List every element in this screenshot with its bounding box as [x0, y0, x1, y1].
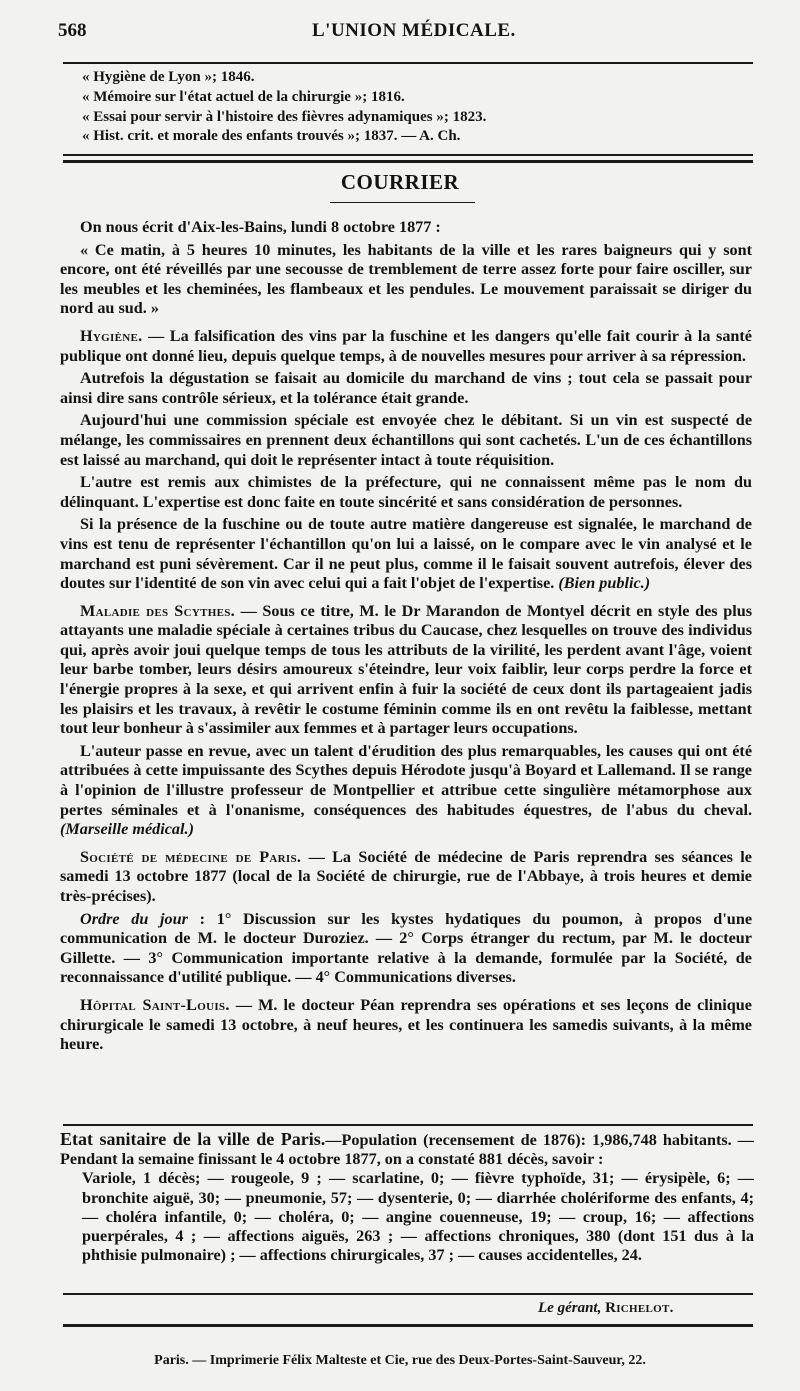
societe-text: — La Société de médecine de Paris reprendra ses séances le samedi 13 octobre 1877 (local de la Société de chirurgie, rue de l'Abbaye, à trois heures et demie très-précises).: [60, 847, 752, 905]
journal-title: L'UNION MÉDICALE.: [312, 20, 516, 41]
article-body: [60, 218, 752, 1058]
hygiene-paragraph: [60, 327, 752, 366]
section-rule-top: [63, 154, 753, 156]
hygiene-source: (Bien public.): [558, 574, 651, 593]
hygiene-paragraph-2: Autrefois la dégustation se faisait au domicile du marchand de vins ; tout cela se passait pour ainsi dire sans contrôle sérieux, et la tolérance était grande.: [60, 369, 752, 407]
header-rule: [63, 62, 753, 64]
scythes-paragraph: [60, 602, 752, 739]
etat-intro: [60, 1130, 754, 1169]
etat-items: Variole, 1 décès; — rougeole, 9 ; — scarlatine, 0; — fièvre typhoïde, 31; — érysipèle, 6; — bronchite aiguë, 30; — pneumonie, 57; — dysenterie, 0; — diarrhée cholériforme des enfants, 4; — choléra infantile, 0; — choléra, 0; — angine couenneuse, 19; — croup, 16; — affections puerpérales, 4 ; — affections aiguës, 263 ; — affections chroniques, 380 (dont 151 dus à la phthisie pulmonaire) ; — affections chirurgicales, 37 ; — causes accidentelles, 24.: [82, 1169, 754, 1265]
scythes-text: — Sous ce titre, M. le Dr Marandon de Montyel décrit en style des plus attayants une maladie spéciale à certaines tribus du Caucase, chez lesquelles on trouve des individus qui, après avoir joui quelque temps de tous les attributs de la virilité, les perdent avant l'âge, voient leur barbe tomber, leurs désirs amoureux s'éteindre, leur voix faiblir, leur corps perdre la force et l'énergie propres à la sexe, et qui arrivent enfin à fuir la société de ceux dont ils partageaient jadis les plaisirs et les travaux, à revêtir le costume féminin comme ils en ont revêtu la faiblesse, mettant tout leur bonheur à s'assimiler aux femmes et à partager leurs occupations.: [60, 601, 752, 738]
aix-intro: On nous écrit d'Aix-les-Bains, lundi 8 octobre 1877 :: [80, 218, 441, 236]
aix-quote: « Ce matin, à 5 heures 10 minutes, les habitants de la ville et les rares baigneurs qui y sont encore, ont été réveillés par une secousse de tremblement de terre assez forte pour faire osciller, sur les meubles et les cheminées, les flambeaux et les pendules. Le mouvement paraissait se diriger du nord au sud. »: [60, 240, 752, 318]
hopital-label: Hôpital Saint-Louis.: [80, 995, 230, 1014]
section-rule-bottom: [63, 160, 753, 163]
footer-rule-bottom: [63, 1324, 753, 1327]
scythes-text-2: L'auteur passe en revue, avec un talent d'érudition des plus remarquables, les causes qui ont été attribuées à cette impuissante des Scythes depuis Hérodote jusqu'à Boyard et Lallemand. Il se range à l'opinion de l'illustre professeur de Montpellier et attribue cette singulière métamorphose aux pertes séminales et à l'onanisme, conséquences des habitudes équestres, de l'abus du cheval.: [60, 741, 752, 819]
reference-list: [82, 68, 742, 147]
gerant-name: Richelot.: [605, 1300, 674, 1316]
societe-label: Société de médecine de Paris.: [80, 847, 302, 866]
section-heading: COURRIER: [340, 170, 460, 194]
hopital-paragraph: [60, 996, 752, 1055]
gerant-signature: [538, 1300, 674, 1317]
societe-paragraph: [60, 848, 752, 907]
hygiene-paragraph-3: Aujourd'hui une commission spéciale est envoyée chez le débitant. Si un vin est suspecté de mélange, les commissaires en prennent deux échantillons qui sont cachetés. L'un de ces échantillons est laissé au marchand, qui doit le représenter intact à toute réquisition.: [60, 411, 752, 469]
reference-item: « Hist. crit. et morale des enfants trouvés »; 1837. — A. Ch.: [82, 128, 461, 145]
hygiene-text: — La falsification des vins par la fuschine et les dangers qu'elle fait courir à la santé publique ont donné lieu, depuis quelque temps, à de nouvelles mesures pour arriver à sa répression.: [60, 326, 752, 365]
footer-rule-top: [63, 1293, 753, 1295]
reference-item: « Mémoire sur l'état actuel de la chirurgie »; 1816.: [82, 88, 405, 105]
hygiene-paragraph-4: L'autre est remis aux chimistes de la préfecture, qui ne connaissent même pas le nom du délinquant. L'expertise est donc faite en toute sincérité et sans considération de personnes.: [60, 473, 752, 511]
gerant-label: Le gérant,: [538, 1300, 602, 1316]
etat-intro-text: —Population (recensement de 1876): 1,986,748 habitants. — Pendant la semaine finissant le 4 octobre 1877, on a constaté 881 décès, savoir :: [60, 1131, 754, 1169]
etat-rule: [63, 1124, 753, 1126]
hopital-text: — M. le docteur Péan reprendra ses opérations et ses leçons de clinique chirurgicale le samedi 13 octobre, à neuf heures, et les continuera les samedis suivants, à la même heure.: [60, 995, 752, 1054]
etat-sanitaire: [60, 1130, 754, 1265]
scythes-source: (Marseille médical.): [60, 820, 194, 839]
ordre-text: : 1° Discussion sur les kystes hydatiques du poumon, à propos d'une communication de M. le docteur Duroziez. — 2° Corps étranger du rectum, par M. le docteur Gillette. — 3° Communication importante relative à la demande, formulée par la Société, de reconnaissance d'utilité publique. — 4° Communications diverses.: [60, 909, 753, 987]
hygiene-label: Hygiène.: [80, 326, 143, 345]
etat-title: Etat sanitaire de la ville de Paris.: [60, 1129, 326, 1149]
reference-item: « Essai pour servir à l'histoire des fièvres adynamiques »; 1823.: [82, 108, 487, 125]
scythes-paragraph-2: [60, 742, 752, 840]
heading-underline: [330, 202, 475, 203]
scythes-label: Maladie des Scythes.: [80, 601, 235, 620]
ordre-du-jour: [60, 910, 752, 988]
page-number: 568: [58, 20, 87, 41]
ordre-label: Ordre du jour: [80, 909, 188, 928]
reference-item: « Hygiène de Lyon »; 1846.: [82, 69, 255, 85]
hygiene-text-5: Si la présence de la fuschine ou de toute autre matière dangereuse est signalée, le marchand de vins est tenu de représenter l'échantillon qu'on lui a laissé, on le compare avec le vin analysé et le marchand est puni sévèrement. Car il ne peut plus, comme il le faisait souvent autrefois, élever des doutes sur l'identité de son vin avec celui qui a fait l'objet de l'expertise.: [60, 515, 752, 593]
printer-imprint: Paris. — Imprimerie Félix Malteste et Cie, rue des Deux-Portes-Saint-Sauveur, 22.: [154, 1353, 646, 1368]
hygiene-paragraph-5: [60, 515, 752, 593]
